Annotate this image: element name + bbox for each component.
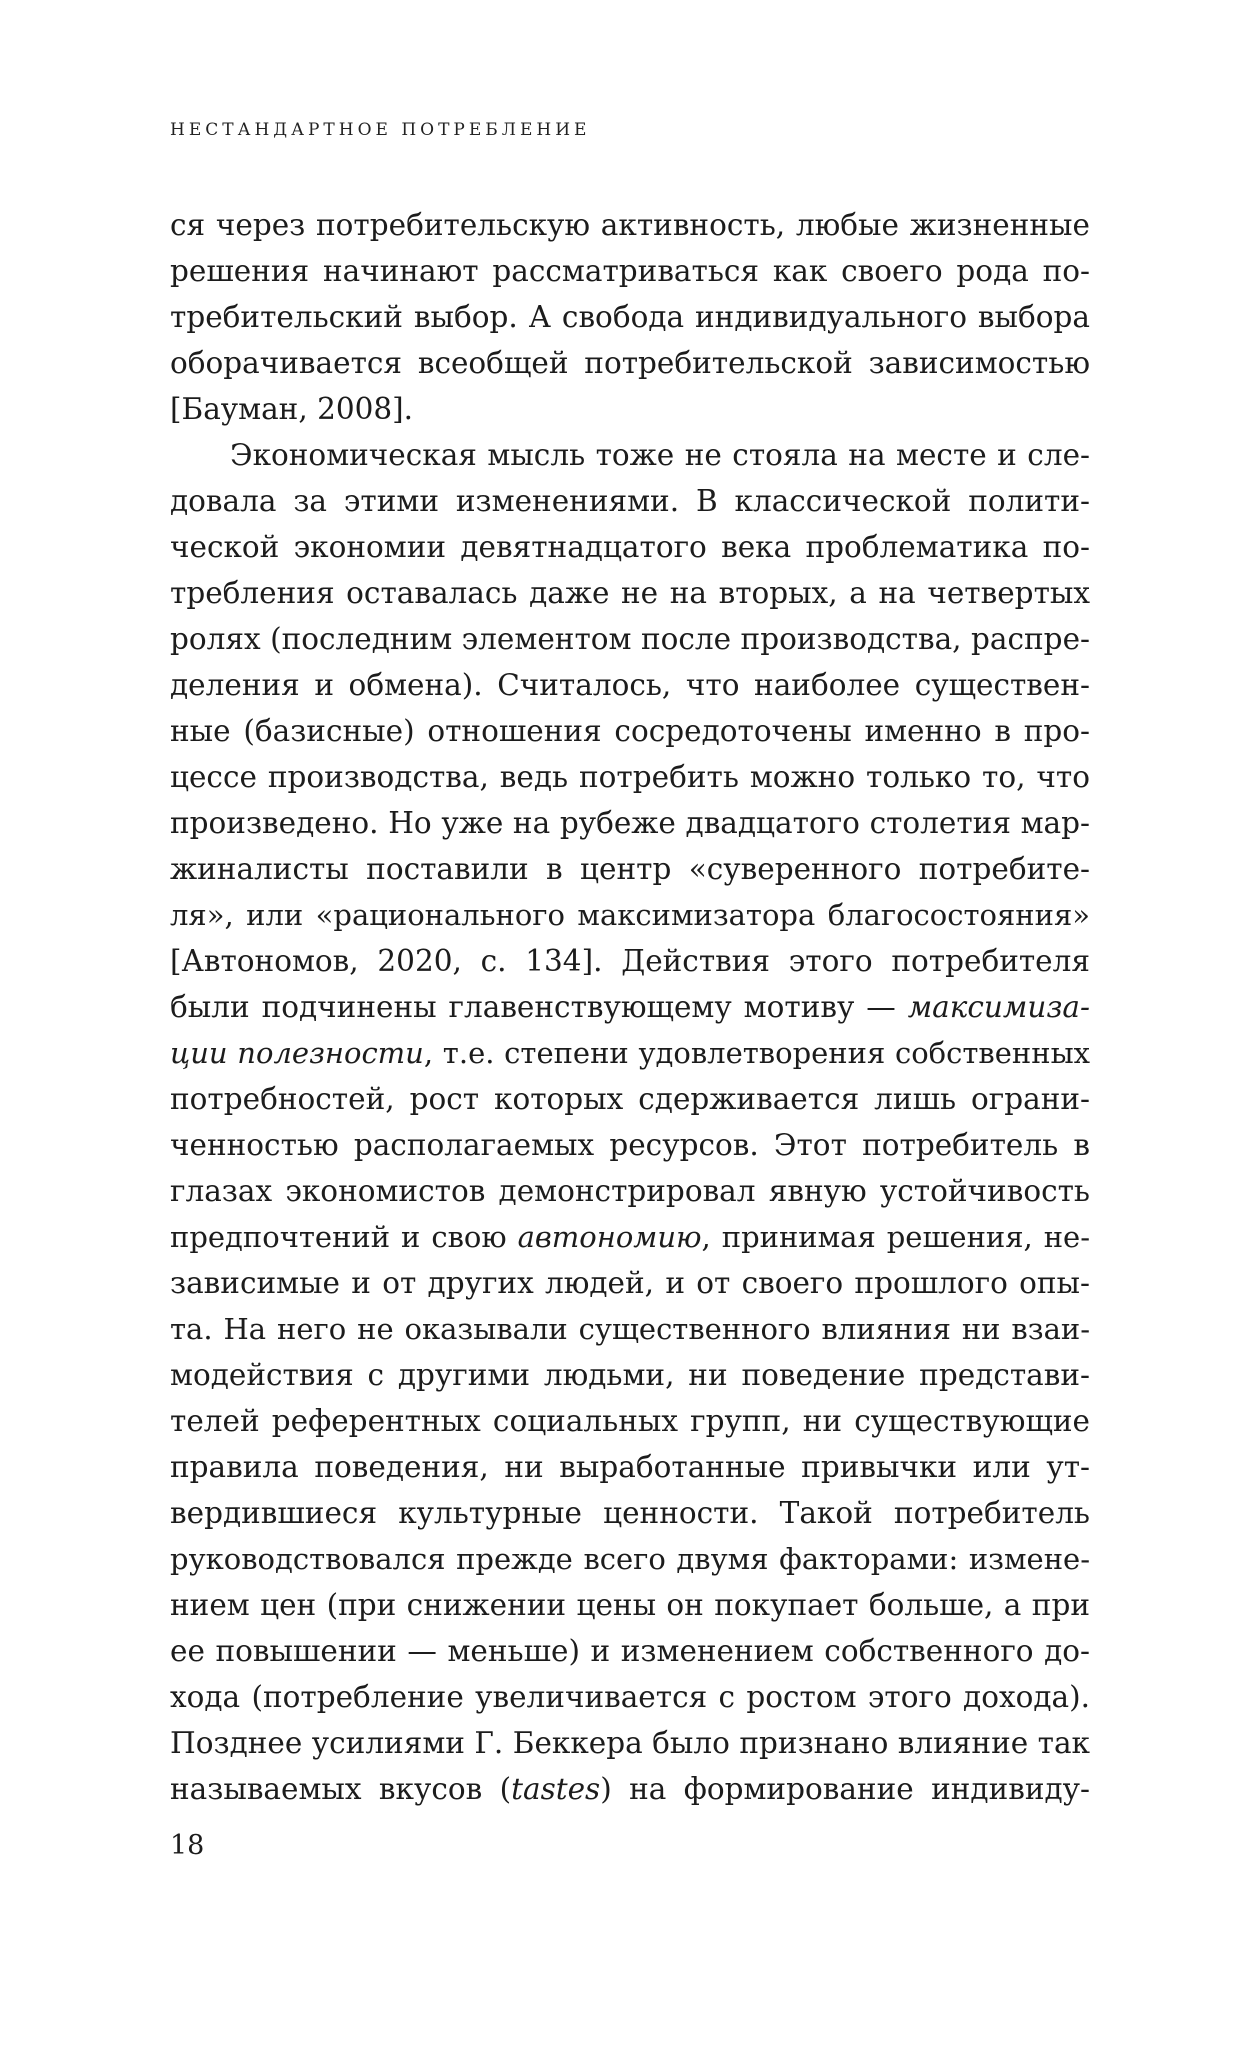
text-line: Позднее усилиями Г. Беккера было признано влияние так — [170, 1726, 1090, 1760]
text-line: решения начинают рассматриваться как своего рода по- — [170, 254, 1090, 288]
text-line — [170, 984, 1090, 1030]
text-line: произведено. Но уже на рубеже двадцатого столетия мар- — [170, 806, 1090, 840]
text-line: Экономическая мысль тоже не стояла на месте и сле- — [230, 438, 1090, 472]
text-line: требления оставалась даже не на вторых, а на четвертых — [170, 576, 1090, 610]
text-line: ческой экономии девятнадцатого века проблематика по- — [170, 530, 1090, 564]
text-line: руководствовался прежде всего двумя факторами: измене- — [170, 1542, 1090, 1576]
text-run: , т.е. степени удовлетворения собственных — [423, 1036, 1091, 1070]
text-line: та. На него не оказывали существенного влияния ни взаи- — [170, 1312, 1090, 1346]
text-line: зависимые и от других людей, и от своего прошлого опы- — [170, 1266, 1090, 1300]
body-text — [170, 202, 1090, 1812]
text-line: ся через потребительскую активность, любые жизненные — [170, 208, 1090, 242]
text-run: называемых вкусов ( — [170, 1772, 512, 1806]
text-line: жиналисты поставили в центр «суверенного потребите- — [170, 852, 1090, 886]
text-run: предпочтений и свою — [170, 1220, 518, 1254]
text-line: ные (базисные) отношения сосредоточены именно в про- — [170, 714, 1090, 748]
page-number: 18 — [170, 1830, 205, 1861]
text-line — [170, 1214, 1090, 1260]
running-head: НЕСТАНДАРТНОЕ ПОТРЕБЛЕНИЕ — [170, 120, 591, 140]
text-line: ля», или «рационального максимизатора благосостояния» — [170, 898, 1090, 932]
text-line: вердившиеся культурные ценности. Такой потребитель — [170, 1496, 1090, 1530]
text-line: [Автономов, 2020, с. 134]. Действия этого потребителя — [170, 944, 1090, 978]
text-line — [170, 1766, 1090, 1812]
text-line: деления и обмена). Считалось, что наиболее существен- — [170, 668, 1090, 702]
text-run: , принимая решения, не- — [701, 1220, 1091, 1254]
text-line: [Бауман, 2008]. — [170, 392, 414, 426]
text-line: нием цен (при снижении цены он покупает больше, а при — [170, 1588, 1090, 1622]
italic-term: ции полезности — [170, 1036, 424, 1070]
text-line: ченностью располагаемых ресурсов. Этот потребитель в — [170, 1128, 1090, 1162]
text-line: телей референтных социальных групп, ни существующие — [170, 1404, 1090, 1438]
text-line: цессе производства, ведь потребить можно только то, что — [170, 760, 1090, 794]
text-line: ролях (последним элементом после производства, распре- — [170, 622, 1090, 656]
text-line: ее повышении — меньше) и изменением собственного до- — [170, 1634, 1090, 1668]
text-run: ) на формирование индивиду- — [600, 1772, 1091, 1806]
text-line: глазах экономистов демонстрировал явную устойчивость — [170, 1174, 1090, 1208]
text-line: требительский выбор. А свобода индивидуального выбора — [170, 300, 1090, 334]
text-line: правила поведения, ни выработанные привычки или ут- — [170, 1450, 1090, 1484]
text-line: потребностей, рост которых сдерживается лишь ограни- — [170, 1082, 1090, 1116]
text-line: довала за этими изменениями. В классической полити- — [170, 484, 1090, 518]
italic-term: автономию — [517, 1220, 702, 1254]
text-line: модействия с другими людьми, ни поведение представи- — [170, 1358, 1090, 1392]
italic-term: максимиза- — [907, 990, 1090, 1024]
text-line — [170, 1030, 1090, 1076]
text-line: хода (потребление увеличивается с ростом этого дохода). — [170, 1680, 1090, 1714]
text-run: были подчинены главенствующему мотиву — — [170, 990, 908, 1024]
italic-term: tastes — [511, 1772, 601, 1806]
text-line: оборачивается всеобщей потребительской зависимостью — [170, 346, 1090, 380]
